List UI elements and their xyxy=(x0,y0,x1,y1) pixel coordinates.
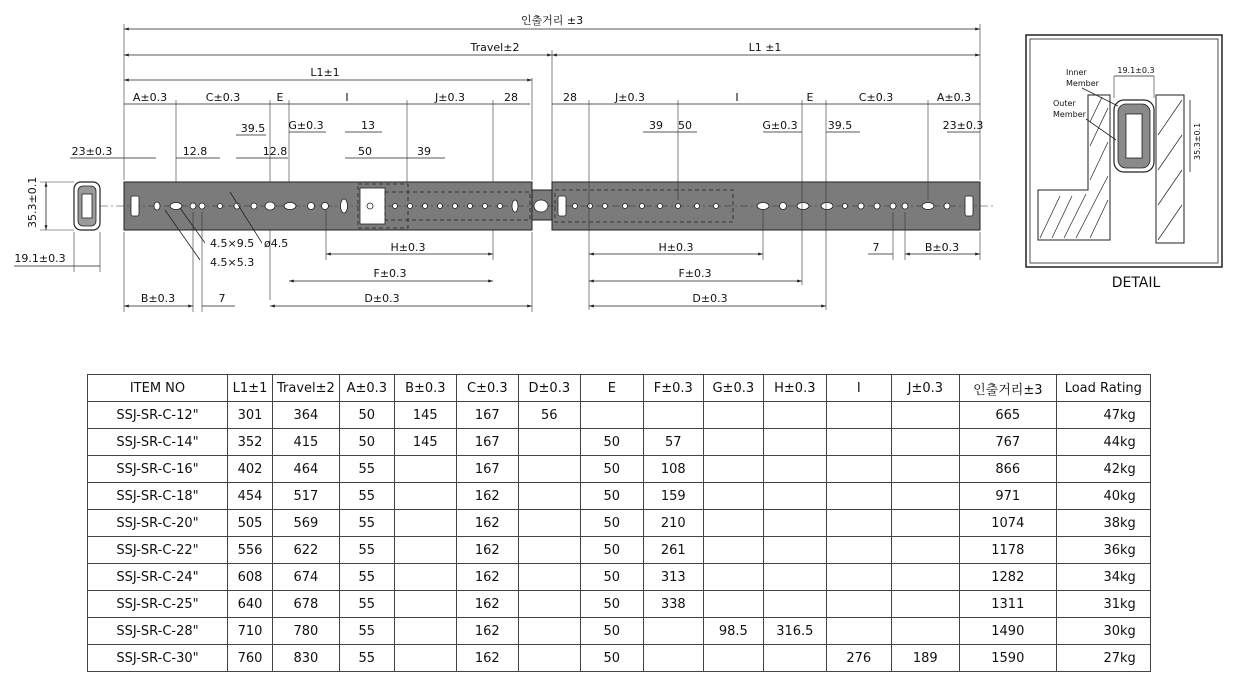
table-cell xyxy=(518,456,580,483)
column-header: 인출거리±3 xyxy=(959,375,1056,402)
table-body xyxy=(88,402,1151,672)
table-cell: 50 xyxy=(580,429,643,456)
g-right-label: G±0.3 xyxy=(762,119,798,132)
table-cell: SSJ-SR-C-25" xyxy=(88,591,228,618)
table-cell xyxy=(891,618,959,645)
table-row xyxy=(88,591,1151,618)
table-cell: 50 xyxy=(339,402,394,429)
table-cell xyxy=(891,429,959,456)
table-cell: 454 xyxy=(228,483,273,510)
detail-title: DETAIL xyxy=(1111,275,1161,291)
table-cell xyxy=(763,429,826,456)
table-cell xyxy=(394,591,456,618)
table-cell xyxy=(891,483,959,510)
table-cell: 50 xyxy=(580,564,643,591)
table-cell: 402 xyxy=(228,456,273,483)
table-cell: SSJ-SR-C-18" xyxy=(88,483,228,510)
table-cell xyxy=(394,537,456,564)
slot2-label: 4.5×5.3 xyxy=(210,256,255,269)
table-cell: SSJ-SR-C-28" xyxy=(88,618,228,645)
e-left-label: E xyxy=(276,91,284,104)
table-cell xyxy=(763,510,826,537)
table-cell xyxy=(763,456,826,483)
table-cell: 415 xyxy=(273,429,340,456)
detail-inner-line2: Member xyxy=(1066,79,1099,88)
table-cell xyxy=(763,483,826,510)
specification-table xyxy=(87,374,1151,672)
table-cell: SSJ-SR-C-12" xyxy=(88,402,228,429)
table-cell: 55 xyxy=(339,591,394,618)
height-label: 35.3±0.1 xyxy=(26,176,39,228)
column-header: A±0.3 xyxy=(339,375,394,402)
table-cell: 760 xyxy=(228,645,273,672)
table-cell xyxy=(518,483,580,510)
table-cell: 55 xyxy=(339,618,394,645)
table-cell: 622 xyxy=(273,537,340,564)
table-cell xyxy=(763,402,826,429)
table-cell xyxy=(891,564,959,591)
column-header: F±0.3 xyxy=(643,375,703,402)
table-cell: 50 xyxy=(580,645,643,672)
d39-right-label: 39 xyxy=(649,119,663,132)
table-cell: 98.5 xyxy=(703,618,763,645)
table-cell xyxy=(518,537,580,564)
a-right-label: A±0.3 xyxy=(936,91,972,104)
table-cell: 27kg xyxy=(1056,645,1150,672)
table-cell: 55 xyxy=(339,564,394,591)
table-cell xyxy=(891,537,959,564)
table-cell: 162 xyxy=(456,564,518,591)
d12-8-label: 12.8 xyxy=(182,145,208,158)
column-header: I xyxy=(826,375,891,402)
table-cell xyxy=(826,591,891,618)
phi-label: ø4.5 xyxy=(264,237,289,250)
table-cell: 44kg xyxy=(1056,429,1150,456)
rail-end-view xyxy=(14,177,100,272)
d39-5-left-label: 39.5 xyxy=(240,122,266,135)
table-cell: 50 xyxy=(580,537,643,564)
column-header: J±0.3 xyxy=(891,375,959,402)
table-cell: 352 xyxy=(228,429,273,456)
table-cell: 301 xyxy=(228,402,273,429)
d39-5-right-label: 39.5 xyxy=(827,119,853,132)
l1-left-label: L1±1 xyxy=(310,66,340,79)
table-cell: 1178 xyxy=(959,537,1056,564)
table-cell: 780 xyxy=(273,618,340,645)
l1-left-dimension xyxy=(124,66,532,180)
detail-view xyxy=(1026,35,1222,291)
right-secondary-dimensions xyxy=(643,119,983,132)
table-cell xyxy=(703,645,763,672)
table-cell: 50 xyxy=(580,510,643,537)
table-cell: 640 xyxy=(228,591,273,618)
table-cell xyxy=(891,456,959,483)
column-header: ITEM NO xyxy=(88,375,228,402)
table-cell: 55 xyxy=(339,510,394,537)
table-cell xyxy=(703,429,763,456)
table-cell: 464 xyxy=(273,456,340,483)
g-left-label: G±0.3 xyxy=(288,119,324,132)
table-cell: 47kg xyxy=(1056,402,1150,429)
table-cell: SSJ-SR-C-24" xyxy=(88,564,228,591)
table-cell xyxy=(394,510,456,537)
table-cell: 276 xyxy=(826,645,891,672)
total-travel-label: 인출거리 ±3 xyxy=(520,14,584,27)
table-cell xyxy=(518,429,580,456)
slot1-label: 4.5×9.5 xyxy=(210,237,255,250)
table-cell: 55 xyxy=(339,483,394,510)
table-cell xyxy=(891,591,959,618)
table-cell xyxy=(643,645,703,672)
table-row xyxy=(88,537,1151,564)
table-row xyxy=(88,483,1151,510)
table-row xyxy=(88,510,1151,537)
table-row xyxy=(88,429,1151,456)
table-cell xyxy=(826,429,891,456)
table-cell: 608 xyxy=(228,564,273,591)
table-cell: 50 xyxy=(339,429,394,456)
table-cell: 162 xyxy=(456,537,518,564)
table-cell xyxy=(703,402,763,429)
table-cell: 55 xyxy=(339,456,394,483)
h-left-label: H±0.3 xyxy=(390,241,426,254)
table-row xyxy=(88,456,1151,483)
f-right-label: F±0.3 xyxy=(678,267,712,280)
table-cell: 50 xyxy=(580,456,643,483)
table-cell: 517 xyxy=(273,483,340,510)
table-cell: 767 xyxy=(959,429,1056,456)
table-cell xyxy=(643,618,703,645)
table-cell: 364 xyxy=(273,402,340,429)
table-cell: 678 xyxy=(273,591,340,618)
table-cell: 830 xyxy=(273,645,340,672)
table-cell: 971 xyxy=(959,483,1056,510)
table-cell: 108 xyxy=(643,456,703,483)
h-right-label: H±0.3 xyxy=(658,241,694,254)
table-cell xyxy=(826,564,891,591)
table-cell: 55 xyxy=(339,537,394,564)
table-cell xyxy=(643,402,703,429)
d-left-label: D±0.3 xyxy=(364,292,400,305)
travel-dimension xyxy=(124,41,980,190)
b-left-label: B±0.3 xyxy=(140,292,176,305)
d7-right-label: 7 xyxy=(872,241,880,254)
j-right-label: J±0.3 xyxy=(615,91,645,104)
travel-label: Travel±2 xyxy=(470,41,520,54)
table-cell: 167 xyxy=(456,456,518,483)
d7-left-label: 7 xyxy=(218,292,226,305)
table-cell: 167 xyxy=(456,429,518,456)
table-cell: 162 xyxy=(456,618,518,645)
table-cell xyxy=(763,591,826,618)
table-cell: 159 xyxy=(643,483,703,510)
table-cell xyxy=(394,645,456,672)
table-cell xyxy=(891,402,959,429)
table-cell: 1490 xyxy=(959,618,1056,645)
table-cell: 261 xyxy=(643,537,703,564)
e-right-label: E xyxy=(806,91,814,104)
table-cell: SSJ-SR-C-16" xyxy=(88,456,228,483)
table-cell xyxy=(394,618,456,645)
l1-right-label: L1 ±1 xyxy=(748,41,782,54)
table-cell: 57 xyxy=(643,429,703,456)
column-header: Travel±2 xyxy=(273,375,340,402)
d12-8b-label: 12.8 xyxy=(262,145,288,158)
column-header: E xyxy=(580,375,643,402)
table-cell xyxy=(580,402,643,429)
table-cell: 556 xyxy=(228,537,273,564)
detail-inner-line1: Inner xyxy=(1066,68,1087,77)
table-cell: 50 xyxy=(580,483,643,510)
table-cell: 162 xyxy=(456,510,518,537)
column-header: Load Rating xyxy=(1056,375,1150,402)
i-left-label: I xyxy=(345,91,349,104)
table-cell xyxy=(703,456,763,483)
table-cell: 145 xyxy=(394,429,456,456)
table-cell xyxy=(394,456,456,483)
table-cell xyxy=(826,456,891,483)
table-cell: 710 xyxy=(228,618,273,645)
d-right-label: D±0.3 xyxy=(692,292,728,305)
table-cell xyxy=(518,591,580,618)
column-header: D±0.3 xyxy=(518,375,580,402)
d23-left-label: 23±0.3 xyxy=(71,145,113,158)
c-right-label: C±0.3 xyxy=(858,91,894,104)
table-cell: 30kg xyxy=(1056,618,1150,645)
table-row xyxy=(88,645,1151,672)
table-cell: 55 xyxy=(339,645,394,672)
table-cell: 40kg xyxy=(1056,483,1150,510)
table-cell: 338 xyxy=(643,591,703,618)
table-cell xyxy=(891,510,959,537)
table-cell: 674 xyxy=(273,564,340,591)
table-cell xyxy=(394,483,456,510)
table-cell: 50 xyxy=(580,618,643,645)
i-right-label: I xyxy=(735,91,739,104)
table-cell xyxy=(763,645,826,672)
f-left-label: F±0.3 xyxy=(373,267,407,280)
table-cell xyxy=(703,537,763,564)
column-header: C±0.3 xyxy=(456,375,518,402)
d28-left-label: 28 xyxy=(504,91,518,104)
table-cell: 56 xyxy=(518,402,580,429)
table-cell: 31kg xyxy=(1056,591,1150,618)
table-cell: 1311 xyxy=(959,591,1056,618)
b-right-label: B±0.3 xyxy=(924,241,960,254)
table-cell: 162 xyxy=(456,645,518,672)
table-cell xyxy=(394,564,456,591)
table-cell: SSJ-SR-C-22" xyxy=(88,537,228,564)
table-cell xyxy=(826,537,891,564)
detail-outer-line2: Member xyxy=(1053,110,1086,119)
table-cell xyxy=(703,591,763,618)
d13-label: 13 xyxy=(361,119,375,132)
table-cell xyxy=(518,564,580,591)
table-cell xyxy=(703,510,763,537)
column-header: H±0.3 xyxy=(763,375,826,402)
table-cell: 866 xyxy=(959,456,1056,483)
table-cell: 162 xyxy=(456,591,518,618)
table-cell xyxy=(703,564,763,591)
table-cell xyxy=(826,618,891,645)
table-cell: 34kg xyxy=(1056,564,1150,591)
table-cell xyxy=(826,510,891,537)
table-row xyxy=(88,564,1151,591)
table-cell: 189 xyxy=(891,645,959,672)
table-cell: SSJ-SR-C-20" xyxy=(88,510,228,537)
table-cell: 665 xyxy=(959,402,1056,429)
table-cell: 569 xyxy=(273,510,340,537)
column-header: L1±1 xyxy=(228,375,273,402)
table-row xyxy=(88,618,1151,645)
j-left-label: J±0.3 xyxy=(435,91,465,104)
a-left-label: A±0.3 xyxy=(132,91,168,104)
d39-left-label: 39 xyxy=(417,145,431,158)
table-cell: 1590 xyxy=(959,645,1056,672)
d50-left-label: 50 xyxy=(358,145,372,158)
c-left-label: C±0.3 xyxy=(205,91,241,104)
table-cell xyxy=(703,483,763,510)
width-label: 19.1±0.3 xyxy=(14,252,66,265)
table-cell xyxy=(826,483,891,510)
d50-right-label: 50 xyxy=(678,119,692,132)
table-cell: 210 xyxy=(643,510,703,537)
table-cell xyxy=(518,618,580,645)
table-cell: 313 xyxy=(643,564,703,591)
d23-right-label: 23±0.3 xyxy=(942,119,984,132)
detail-dim-side: 35.3±0.1 xyxy=(1193,122,1202,160)
table-cell: 36kg xyxy=(1056,537,1150,564)
column-header: B±0.3 xyxy=(394,375,456,402)
table-cell: 162 xyxy=(456,483,518,510)
table-cell: SSJ-SR-C-14" xyxy=(88,429,228,456)
table-cell xyxy=(763,537,826,564)
table-cell: 505 xyxy=(228,510,273,537)
table-cell: 1074 xyxy=(959,510,1056,537)
table-cell: 50 xyxy=(580,591,643,618)
table-row xyxy=(88,402,1151,429)
table-cell xyxy=(518,510,580,537)
table-cell xyxy=(763,564,826,591)
table-cell: 167 xyxy=(456,402,518,429)
left-secondary-dimensions xyxy=(70,119,445,158)
detail-outer-line1: Outer xyxy=(1053,99,1076,108)
table-cell: 316.5 xyxy=(763,618,826,645)
table-cell xyxy=(518,645,580,672)
column-header: G±0.3 xyxy=(703,375,763,402)
d28-right-label: 28 xyxy=(563,91,577,104)
table-cell: SSJ-SR-C-30" xyxy=(88,645,228,672)
table-cell: 145 xyxy=(394,402,456,429)
table-cell: 38kg xyxy=(1056,510,1150,537)
table-cell xyxy=(826,402,891,429)
table-header-row xyxy=(88,375,1151,402)
detail-dim-top: 19.1±0.3 xyxy=(1117,66,1155,75)
table-cell: 42kg xyxy=(1056,456,1150,483)
table-cell: 1282 xyxy=(959,564,1056,591)
